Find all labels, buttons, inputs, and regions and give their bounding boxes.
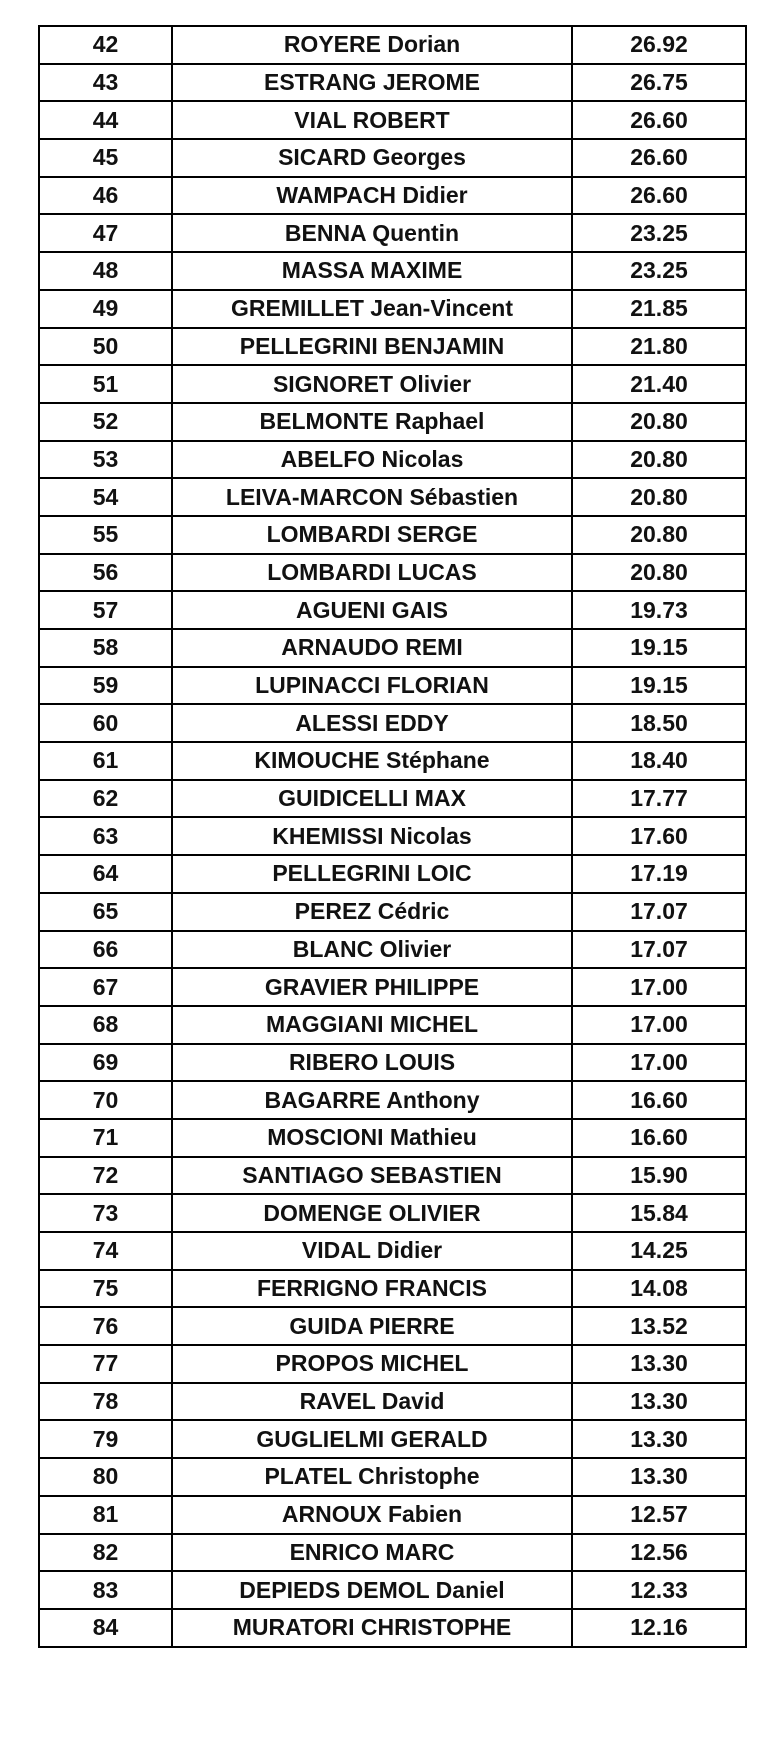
name-cell: KHEMISSI Nicolas [172,817,572,855]
rank-cell: 61 [39,742,172,780]
score-cell: 16.60 [572,1119,746,1157]
score-cell: 21.85 [572,290,746,328]
score-cell: 17.07 [572,893,746,931]
table-row [39,780,746,818]
table-row [39,26,746,64]
score-cell: 20.80 [572,554,746,592]
rank-cell: 65 [39,893,172,931]
rank-cell: 64 [39,855,172,893]
table-row [39,704,746,742]
table-row [39,1345,746,1383]
score-cell: 15.90 [572,1157,746,1195]
score-cell: 21.40 [572,365,746,403]
rank-cell: 81 [39,1496,172,1534]
name-cell: BENNA Quentin [172,214,572,252]
score-cell: 18.40 [572,742,746,780]
rank-cell: 79 [39,1420,172,1458]
score-cell: 26.60 [572,139,746,177]
name-cell: ARNOUX Fabien [172,1496,572,1534]
name-cell: DEPIEDS DEMOL Daniel [172,1571,572,1609]
score-cell: 12.16 [572,1609,746,1647]
table-row [39,1420,746,1458]
score-cell: 17.77 [572,780,746,818]
score-cell: 23.25 [572,214,746,252]
rank-cell: 80 [39,1458,172,1496]
score-cell: 17.07 [572,931,746,969]
name-cell: PROPOS MICHEL [172,1345,572,1383]
table-row [39,1496,746,1534]
name-cell: BELMONTE Raphael [172,403,572,441]
score-cell: 12.56 [572,1534,746,1572]
name-cell: ARNAUDO REMI [172,629,572,667]
table-row [39,1307,746,1345]
score-cell: 13.30 [572,1345,746,1383]
table-row [39,1571,746,1609]
rank-cell: 84 [39,1609,172,1647]
name-cell: LUPINACCI FLORIAN [172,667,572,705]
table-row [39,1383,746,1421]
name-cell: PLATEL Christophe [172,1458,572,1496]
rank-cell: 46 [39,177,172,215]
table-row [39,1458,746,1496]
ranking-table [38,25,747,1648]
table-row [39,516,746,554]
rank-cell: 83 [39,1571,172,1609]
name-cell: BAGARRE Anthony [172,1081,572,1119]
rank-cell: 53 [39,441,172,479]
table-row [39,1270,746,1308]
rank-cell: 77 [39,1345,172,1383]
name-cell: GUGLIELMI GERALD [172,1420,572,1458]
table-row [39,1157,746,1195]
name-cell: SICARD Georges [172,139,572,177]
rank-cell: 73 [39,1194,172,1232]
name-cell: RIBERO LOUIS [172,1044,572,1082]
name-cell: RAVEL David [172,1383,572,1421]
name-cell: PELLEGRINI BENJAMIN [172,328,572,366]
rank-cell: 52 [39,403,172,441]
rank-cell: 49 [39,290,172,328]
rank-cell: 67 [39,968,172,1006]
name-cell: MOSCIONI Mathieu [172,1119,572,1157]
table-row [39,252,746,290]
table-row [39,441,746,479]
name-cell: ESTRANG JEROME [172,64,572,102]
rank-cell: 75 [39,1270,172,1308]
name-cell: ENRICO MARC [172,1534,572,1572]
table-row [39,403,746,441]
rank-cell: 48 [39,252,172,290]
rank-cell: 42 [39,26,172,64]
table-row [39,214,746,252]
name-cell: VIDAL Didier [172,1232,572,1270]
score-cell: 15.84 [572,1194,746,1232]
rank-cell: 43 [39,64,172,102]
rank-cell: 68 [39,1006,172,1044]
score-cell: 17.00 [572,1006,746,1044]
table-row [39,1006,746,1044]
rank-cell: 74 [39,1232,172,1270]
rank-cell: 55 [39,516,172,554]
score-cell: 20.80 [572,441,746,479]
table-row [39,554,746,592]
score-cell: 23.25 [572,252,746,290]
rank-cell: 59 [39,667,172,705]
rank-cell: 57 [39,591,172,629]
name-cell: LEIVA-MARCON Sébastien [172,478,572,516]
table-row [39,742,746,780]
rank-cell: 62 [39,780,172,818]
table-row [39,1609,746,1647]
score-cell: 13.52 [572,1307,746,1345]
rank-cell: 45 [39,139,172,177]
table-row [39,1194,746,1232]
rank-cell: 56 [39,554,172,592]
score-cell: 21.80 [572,328,746,366]
rank-cell: 54 [39,478,172,516]
ranking-table-body [39,26,746,1647]
score-cell: 26.60 [572,101,746,139]
rank-cell: 60 [39,704,172,742]
name-cell: GRAVIER PHILIPPE [172,968,572,1006]
name-cell: BLANC Olivier [172,931,572,969]
table-row [39,1081,746,1119]
name-cell: AGUENI GAIS [172,591,572,629]
name-cell: SANTIAGO SEBASTIEN [172,1157,572,1195]
table-row [39,968,746,1006]
table-row [39,1119,746,1157]
score-cell: 17.00 [572,968,746,1006]
rank-cell: 47 [39,214,172,252]
score-cell: 19.73 [572,591,746,629]
rank-cell: 70 [39,1081,172,1119]
score-cell: 19.15 [572,629,746,667]
name-cell: FERRIGNO FRANCIS [172,1270,572,1308]
score-cell: 12.57 [572,1496,746,1534]
rank-cell: 82 [39,1534,172,1572]
name-cell: MURATORI CHRISTOPHE [172,1609,572,1647]
rank-cell: 72 [39,1157,172,1195]
name-cell: GUIDA PIERRE [172,1307,572,1345]
name-cell: ROYERE Dorian [172,26,572,64]
table-row [39,667,746,705]
table-row [39,1534,746,1572]
name-cell: LOMBARDI SERGE [172,516,572,554]
name-cell: ABELFO Nicolas [172,441,572,479]
rank-cell: 63 [39,817,172,855]
table-row [39,101,746,139]
name-cell: PELLEGRINI LOIC [172,855,572,893]
table-row [39,328,746,366]
rank-cell: 66 [39,931,172,969]
table-row [39,629,746,667]
table-row [39,817,746,855]
table-row [39,365,746,403]
table-row [39,1044,746,1082]
table-row [39,855,746,893]
name-cell: GREMILLET Jean-Vincent [172,290,572,328]
score-cell: 13.30 [572,1383,746,1421]
name-cell: PEREZ Cédric [172,893,572,931]
score-cell: 14.08 [572,1270,746,1308]
score-cell: 26.60 [572,177,746,215]
table-row [39,1232,746,1270]
name-cell: SIGNORET Olivier [172,365,572,403]
score-cell: 13.30 [572,1420,746,1458]
table-row [39,478,746,516]
table-row [39,931,746,969]
score-cell: 17.19 [572,855,746,893]
table-row [39,893,746,931]
table-row [39,177,746,215]
rank-cell: 76 [39,1307,172,1345]
score-cell: 18.50 [572,704,746,742]
name-cell: MAGGIANI MICHEL [172,1006,572,1044]
rank-cell: 50 [39,328,172,366]
score-cell: 26.92 [572,26,746,64]
name-cell: VIAL ROBERT [172,101,572,139]
score-cell: 13.30 [572,1458,746,1496]
rank-cell: 58 [39,629,172,667]
rank-cell: 71 [39,1119,172,1157]
score-cell: 12.33 [572,1571,746,1609]
rank-cell: 69 [39,1044,172,1082]
score-cell: 20.80 [572,478,746,516]
rank-cell: 51 [39,365,172,403]
name-cell: GUIDICELLI MAX [172,780,572,818]
score-cell: 17.60 [572,817,746,855]
score-cell: 16.60 [572,1081,746,1119]
name-cell: KIMOUCHE Stéphane [172,742,572,780]
score-cell: 14.25 [572,1232,746,1270]
name-cell: MASSA MAXIME [172,252,572,290]
table-row [39,64,746,102]
score-cell: 20.80 [572,516,746,554]
table-row [39,290,746,328]
name-cell: WAMPACH Didier [172,177,572,215]
table-row [39,139,746,177]
rank-cell: 78 [39,1383,172,1421]
name-cell: ALESSI EDDY [172,704,572,742]
rank-cell: 44 [39,101,172,139]
name-cell: DOMENGE OLIVIER [172,1194,572,1232]
score-cell: 19.15 [572,667,746,705]
score-cell: 26.75 [572,64,746,102]
name-cell: LOMBARDI LUCAS [172,554,572,592]
table-row [39,591,746,629]
score-cell: 20.80 [572,403,746,441]
score-cell: 17.00 [572,1044,746,1082]
